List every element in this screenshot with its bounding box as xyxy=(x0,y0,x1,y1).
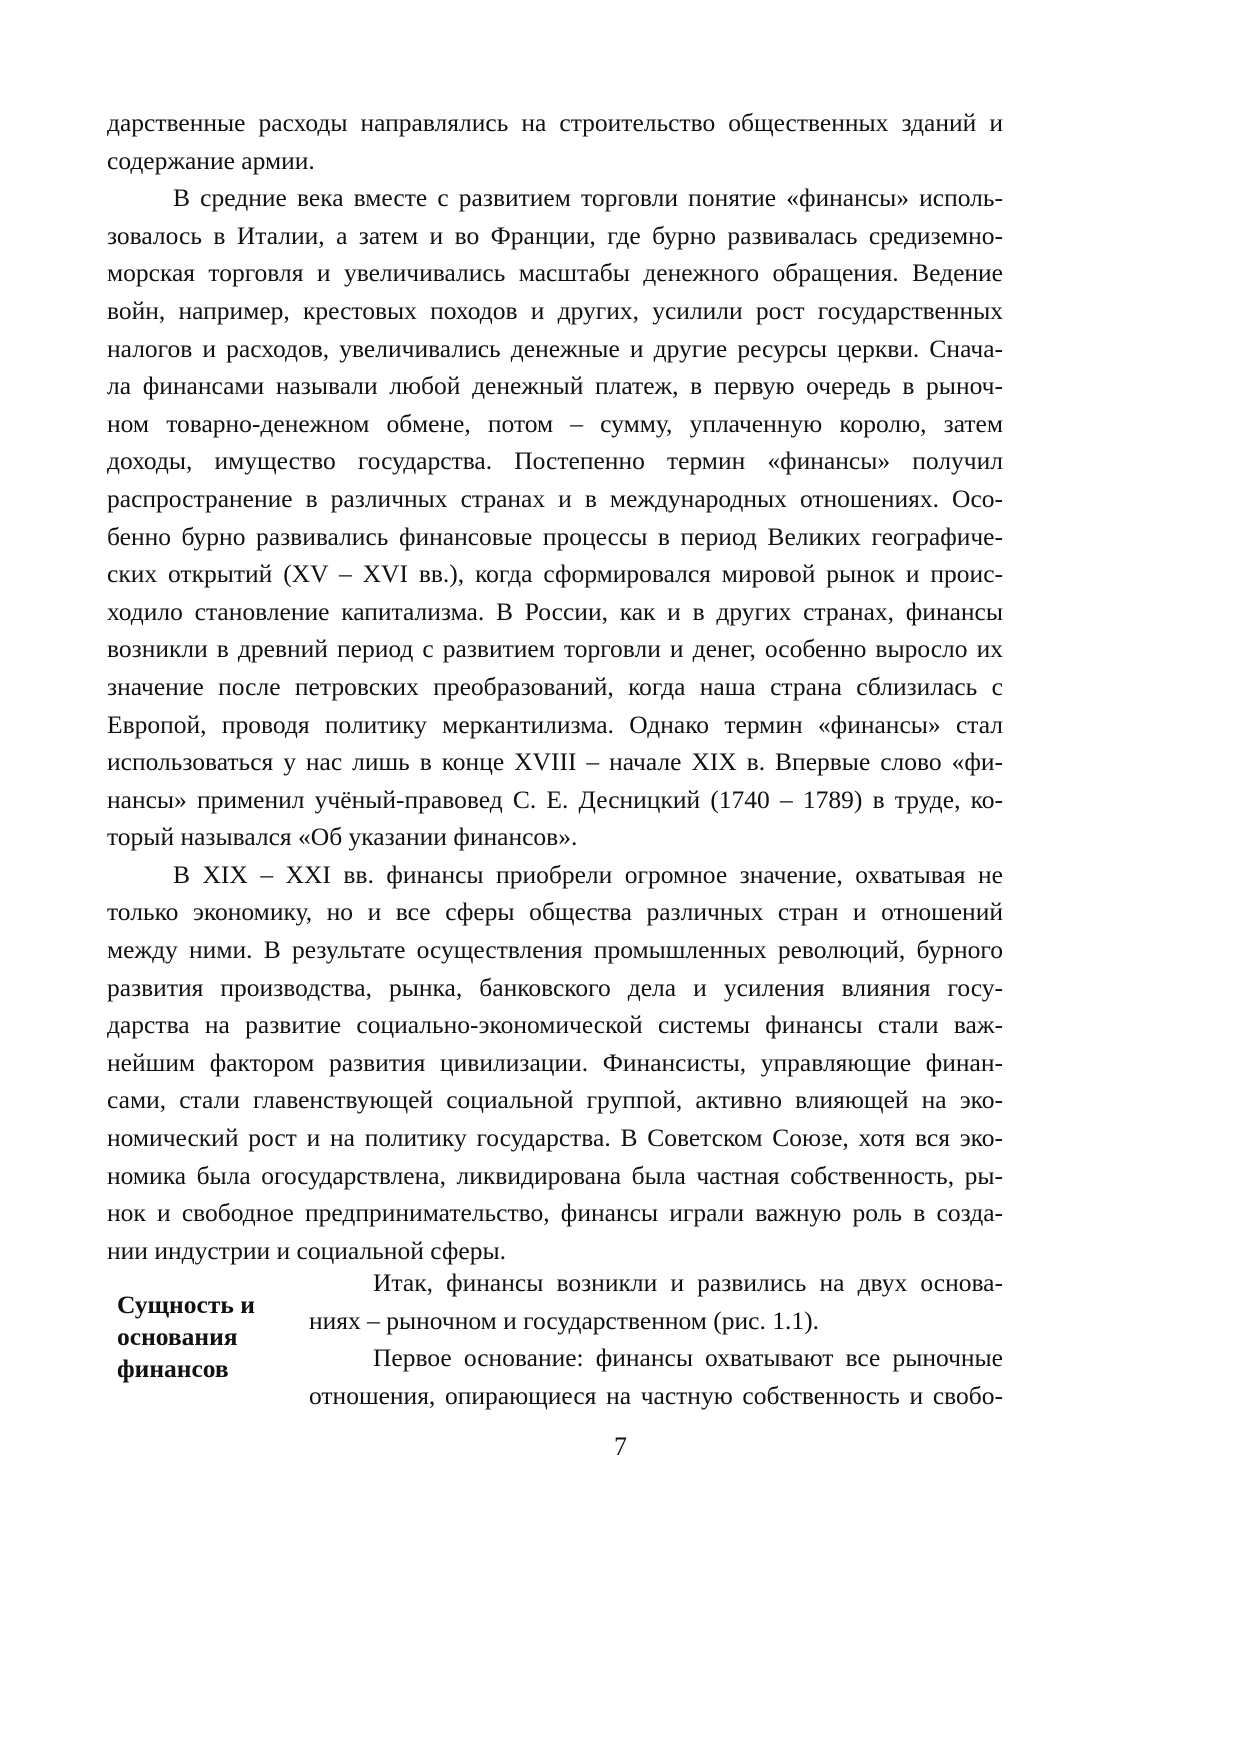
text-line: ла финансами называли любой денежный платеж, в первую очередь в рыноч- xyxy=(107,371,1003,401)
side-text xyxy=(309,1264,1003,1414)
text-line: доходы, имущество государства. Постепенно термин «финансы» получил xyxy=(107,446,1003,476)
text-line: между ними. В результате осуществления промышленных революций, бурного xyxy=(107,935,1003,965)
text-line: развития производства, рынка, банковского дела и усиления влияния госу- xyxy=(107,972,1003,1002)
margin-heading xyxy=(117,1289,255,1385)
text-line: значение после петровских преобразований, когда наша страна сблизилась с xyxy=(107,671,1003,701)
text-line: только экономику, но и все сферы общества различных стран и отношений xyxy=(107,897,1003,927)
text-line: распространение в различных странах и в международных отношениях. Осо- xyxy=(107,483,1003,513)
text-line: нок и свободное предпринимательство, финансы играли важную роль в созда- xyxy=(107,1198,1003,1228)
text-line: В XIX – XXI вв. финансы приобрели огромное значение, охватывая не xyxy=(173,859,1003,889)
text-line: нейшим фактором развития цивилизации. Финансисты, управляющие финан- xyxy=(107,1047,1003,1077)
text-line: войн, например, крестовых походов и других, усилили рост государственных xyxy=(107,295,1003,325)
paragraph xyxy=(107,856,1003,1270)
text-line: нии индустрии и социальной сферы. xyxy=(107,1235,506,1265)
margin-heading-line: Сущность и xyxy=(117,1290,255,1319)
text-line: содержание армии. xyxy=(107,145,315,175)
text-line: сами, стали главенствующей социальной группой, активно влияющей на эко- xyxy=(107,1085,1003,1115)
text-line: отношения, опирающиеся на частную собственность и свобо- xyxy=(309,1380,1003,1410)
text-line: ном товарно-денежном обмене, потом – сумму, уплаченную королю, затем xyxy=(107,408,1003,438)
text-line: номика была огосударствлена, ликвидирована была частная собственность, ры- xyxy=(107,1160,1003,1190)
paragraph xyxy=(107,104,1003,179)
text-line: ниях – рыночном и государственном (рис. 1.1). xyxy=(309,1305,819,1335)
text-line: Первое основание: финансы охватывают все рыночные xyxy=(373,1343,1003,1373)
text-line: В средние века вместе с развитием торговли понятие «финансы» исполь- xyxy=(173,183,1003,213)
text-line: дарства на развитие социально-экономической системы финансы стали важ- xyxy=(107,1010,1003,1040)
text-line: номический рост и на политику государства. В Советском Союзе, хотя вся эко- xyxy=(107,1123,1003,1153)
body-text xyxy=(107,104,1003,1269)
page-number: 7 xyxy=(614,1432,627,1461)
text-line: бенно бурно развивались финансовые процессы в период Великих географиче- xyxy=(107,521,1003,551)
text-line: нансы» применил учёный-правовед С. Е. Десницкий (1740 – 1789) в труде, ко- xyxy=(107,784,1003,814)
margin-heading-line: финансов xyxy=(117,1354,229,1383)
text-line: Итак, финансы возникли и развились на двух основа- xyxy=(373,1268,1003,1297)
paragraph xyxy=(107,179,1003,856)
text-line: дарственные расходы направлялись на строительство общественных зданий и xyxy=(107,108,1003,137)
text-line: Европой, проводя политику меркантилизма. Однако термин «финансы» стал xyxy=(107,709,1003,739)
text-line: зовалось в Италии, а затем и во Франции, где бурно развивалась средиземно- xyxy=(107,220,1003,250)
text-line: налогов и расходов, увеличивались денежные и другие ресурсы церкви. Снача- xyxy=(107,333,1003,363)
text-line: использоваться у нас лишь в конце XVIII – начале XIX в. Впервые слово «фи- xyxy=(107,747,1003,777)
text-line: возникли в древний период с развитием торговли и денег, особенно выросло их xyxy=(107,634,1003,664)
text-line: торый назывался «Об указании финансов». xyxy=(107,822,578,852)
text-line: морская торговля и увеличивались масштабы денежного обращения. Ведение xyxy=(107,258,1003,288)
margin-heading-line: основания xyxy=(117,1322,238,1351)
text-line: ходило становление капитализма. В России, как и в других странах, финансы xyxy=(107,596,1003,626)
text-line: ских открытий (XV – XVI вв.), когда сформировался мировой рынок и проис- xyxy=(107,559,1003,589)
